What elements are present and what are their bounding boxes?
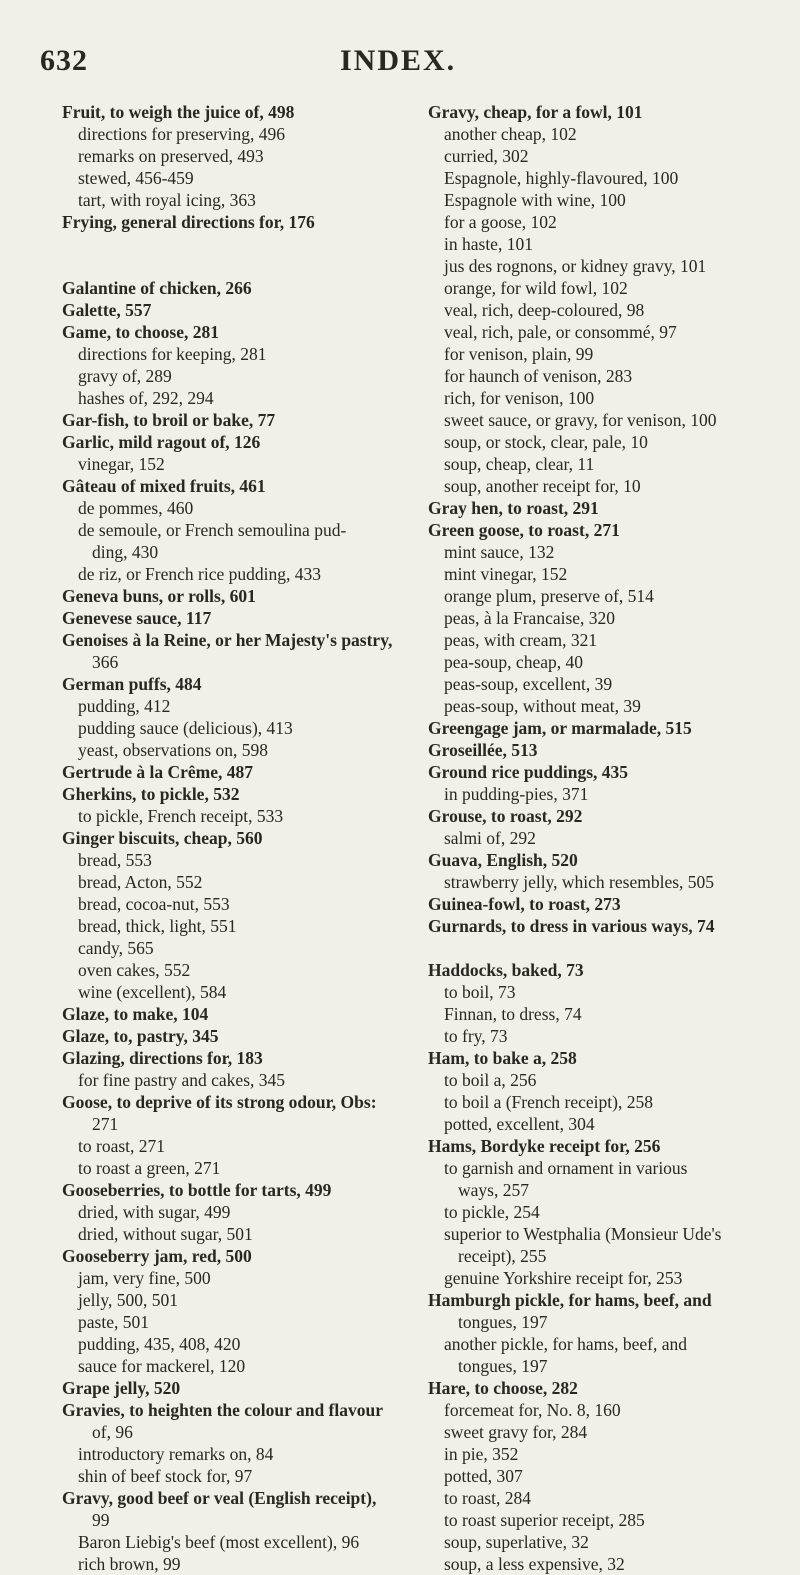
index-subentry: in pudding-pies, 371 — [444, 784, 589, 804]
index-subentry: sweet gravy for, 284 — [444, 1422, 588, 1442]
index-subentry: soup, or stock, clear, pale, 10 — [444, 432, 648, 452]
index-subentry: for a goose, 102 — [444, 212, 557, 232]
index-subentry: pudding sauce (delicious), 413 — [78, 718, 293, 738]
index-column-left — [62, 101, 414, 1575]
index-subentry: tongues, 197 — [458, 1312, 548, 1332]
index-subentry: oven cakes, 552 — [78, 960, 191, 980]
index-entry: Gooseberries, to bottle for tarts, 499 — [62, 1180, 332, 1200]
index-entry: Glaze, to, pastry, 345 — [62, 1026, 219, 1046]
index-subentry: potted, 307 — [444, 1466, 523, 1486]
index-subentry: for haunch of venison, 283 — [444, 366, 633, 386]
index-entry: Galantine of chicken, 266 — [62, 278, 252, 298]
index-subentry: ding, 430 — [92, 542, 159, 562]
index-subentry: to roast a green, 271 — [78, 1158, 221, 1178]
index-subentry: to roast, 284 — [444, 1488, 532, 1508]
index-entry: Gar-fish, to broil or bake, 77 — [62, 410, 276, 430]
index-subentry: soup, a less expensive, 32 — [444, 1554, 625, 1574]
index-entry: Frying, general directions for, 176 — [62, 212, 315, 232]
index-subentry: remarks on preserved, 493 — [78, 146, 264, 166]
index-subentry: de riz, or French rice pudding, 433 — [78, 564, 321, 584]
index-subentry: vinegar, 152 — [78, 454, 165, 474]
index-subentry: gravy of, 289 — [78, 366, 172, 386]
index-subentry: for venison, plain, 99 — [444, 344, 594, 364]
index-subentry: in pie, 352 — [444, 1444, 519, 1464]
index-entry: Ground rice puddings, 435 — [428, 762, 629, 782]
index-subentry: tart, with royal icing, 363 — [78, 190, 256, 210]
index-subentry: to fry, 73 — [444, 1026, 508, 1046]
index-subentry: for fine pastry and cakes, 345 — [78, 1070, 286, 1090]
index-subentry: directions for preserving, 496 — [78, 124, 286, 144]
index-spacer — [62, 255, 414, 277]
index-entry: Guinea-fowl, to roast, 273 — [428, 894, 621, 914]
index-entry: Geneva buns, or rolls, 601 — [62, 586, 256, 606]
index-entry: Hare, to choose, 282 — [428, 1378, 578, 1398]
index-subentry: Espagnole with wine, 100 — [444, 190, 626, 210]
index-subentry: hashes of, 292, 294 — [78, 388, 214, 408]
index-subentry: peas-soup, excellent, 39 — [444, 674, 613, 694]
index-subentry: wine (excellent), 584 — [78, 982, 227, 1002]
index-entry: Gertrude à la Crême, 487 — [62, 762, 253, 782]
index-subentry: ways, 257 — [458, 1180, 529, 1200]
index-entry: Guava, English, 520 — [428, 850, 578, 870]
index-subentry: curried, 302 — [444, 146, 529, 166]
index-subentry: Espagnole, highly-flavoured, 100 — [444, 168, 679, 188]
index-subentry: veal, rich, deep-coloured, 98 — [444, 300, 645, 320]
index-subentry: another pickle, for hams, beef, and — [444, 1334, 687, 1354]
index-column-right — [428, 101, 780, 1575]
index-entry: Goose, to deprive of its strong odour, Obs: — [62, 1092, 377, 1112]
index-subentry: Baron Liebig's beef (most excellent), 96 — [78, 1532, 360, 1552]
index-subentry: introductory remarks on, 84 — [78, 1444, 274, 1464]
index-subentry: to pickle, 254 — [444, 1202, 540, 1222]
index-subentry: stewed, 456-459 — [78, 168, 194, 188]
index-subentry: salmi of, 292 — [444, 828, 536, 848]
index-subentry: jus des rognons, or kidney gravy, 101 — [444, 256, 707, 276]
index-entry: Glazing, directions for, 183 — [62, 1048, 263, 1068]
index-entry: Ginger biscuits, cheap, 560 — [62, 828, 263, 848]
index-spacer — [62, 233, 414, 255]
index-subentry: to roast superior receipt, 285 — [444, 1510, 645, 1530]
index-entry: Gravy, good beef or veal (English receipt), — [62, 1488, 377, 1508]
index-subentry: orange, for wild fowl, 102 — [444, 278, 628, 298]
index-entry: Galette, 557 — [62, 300, 152, 320]
index-subentry: 99 — [92, 1510, 110, 1530]
index-subentry: pea-soup, cheap, 40 — [444, 652, 583, 672]
index-entry: Glaze, to make, 104 — [62, 1004, 209, 1024]
index-subentry: in haste, 101 — [444, 234, 533, 254]
index-subentry: shin of beef stock for, 97 — [78, 1466, 253, 1486]
index-subentry: mint sauce, 132 — [444, 542, 555, 562]
index-subentry: potted, excellent, 304 — [444, 1114, 595, 1134]
index-entry: Hams, Bordyke receipt for, 256 — [428, 1136, 661, 1156]
page-number: 632 — [40, 44, 88, 77]
index-subentry: jam, very fine, 500 — [78, 1268, 211, 1288]
index-subentry: to boil, 73 — [444, 982, 516, 1002]
index-subentry: strawberry jelly, which resembles, 505 — [444, 872, 715, 892]
index-entry: Greengage jam, or marmalade, 515 — [428, 718, 692, 738]
index-subentry: jelly, 500, 501 — [78, 1290, 178, 1310]
index-entry: Garlic, mild ragout of, 126 — [62, 432, 261, 452]
index-subentry: soup, superlative, 32 — [444, 1532, 589, 1552]
index-subentry: to boil a, 256 — [444, 1070, 537, 1090]
index-entry: Genoises à la Reine, or her Majesty's pastry, — [62, 630, 393, 650]
index-subentry: rich brown, 99 — [78, 1554, 181, 1574]
index-entry: Green goose, to roast, 271 — [428, 520, 620, 540]
index-subentry: directions for keeping, 281 — [78, 344, 267, 364]
index-entry: German puffs, 484 — [62, 674, 202, 694]
index-entry: Gâteau of mixed fruits, 461 — [62, 476, 266, 496]
index-subentry: bread, Acton, 552 — [78, 872, 203, 892]
index-entry: Ham, to bake a, 258 — [428, 1048, 577, 1068]
index-subentry: 366 — [92, 652, 119, 672]
index-subentry: orange plum, preserve of, 514 — [444, 586, 654, 606]
index-subentry: sauce for mackerel, 120 — [78, 1356, 246, 1376]
index-entry: Grape jelly, 520 — [62, 1378, 181, 1398]
index-subentry: bread, 553 — [78, 850, 152, 870]
index-subentry: forcemeat for, No. 8, 160 — [444, 1400, 621, 1420]
index-spacer — [428, 937, 780, 959]
index-subentry: bread, cocoa-nut, 553 — [78, 894, 230, 914]
index-entry: Game, to choose, 281 — [62, 322, 219, 342]
index-subentry: tongues, 197 — [458, 1356, 548, 1376]
index-subentry: candy, 565 — [78, 938, 154, 958]
index-entry: Grouse, to roast, 292 — [428, 806, 583, 826]
index-subentry: superior to Westphalia (Monsieur Ude's — [444, 1224, 722, 1244]
index-subentry: peas, à la Francaise, 320 — [444, 608, 616, 628]
index-entry: Gooseberry jam, red, 500 — [62, 1246, 252, 1266]
index-subentry: soup, cheap, clear, 11 — [444, 454, 595, 474]
index-entry: Gherkins, to pickle, 532 — [62, 784, 240, 804]
index-subentry: pudding, 412 — [78, 696, 171, 716]
index-subentry: mint vinegar, 152 — [444, 564, 568, 584]
index-subentry: soup, another receipt for, 10 — [444, 476, 641, 496]
index-subentry: veal, rich, pale, or consommé, 97 — [444, 322, 677, 342]
index-subentry: dried, with sugar, 499 — [78, 1202, 231, 1222]
index-subentry: peas-soup, without meat, 39 — [444, 696, 641, 716]
index-subentry: another cheap, 102 — [444, 124, 577, 144]
index-subentry: receipt), 255 — [458, 1246, 547, 1266]
index-subentry: de pommes, 460 — [78, 498, 194, 518]
index-subentry: paste, 501 — [78, 1312, 149, 1332]
index-entry: Gravies, to heighten the colour and flavour — [62, 1400, 383, 1420]
index-subentry: yeast, observations on, 598 — [78, 740, 269, 760]
index-subentry: bread, thick, light, 551 — [78, 916, 237, 936]
index-subentry: of, 96 — [92, 1422, 133, 1442]
index-subentry: rich, for venison, 100 — [444, 388, 595, 408]
page-title: INDEX. — [340, 44, 457, 77]
index-subentry: to roast, 271 — [78, 1136, 166, 1156]
index-subentry: to pickle, French receipt, 533 — [78, 806, 284, 826]
index-subentry: sweet sauce, or gravy, for venison, 100 — [444, 410, 717, 430]
index-subentry: de semoule, or French semoulina pud- — [78, 520, 347, 540]
index-subentry: to garnish and ornament in various — [444, 1158, 688, 1178]
index-subentry: pudding, 435, 408, 420 — [78, 1334, 241, 1354]
index-entry: Gray hen, to roast, 291 — [428, 498, 599, 518]
index-subentry: 271 — [92, 1114, 119, 1134]
index-entry: Fruit, to weigh the juice of, 498 — [62, 102, 295, 122]
index-entry: Gurnards, to dress in various ways, 74 — [428, 916, 715, 936]
index-entry: Genevese sauce, 117 — [62, 608, 212, 628]
index-subentry: dried, without sugar, 501 — [78, 1224, 253, 1244]
index-entry: Groseillée, 513 — [428, 740, 538, 760]
index-entry: Haddocks, baked, 73 — [428, 960, 584, 980]
index-subentry: Finnan, to dress, 74 — [444, 1004, 582, 1024]
index-entry: Gravy, cheap, for a fowl, 101 — [428, 102, 643, 122]
index-subentry: genuine Yorkshire receipt for, 253 — [444, 1268, 683, 1288]
index-subentry: peas, with cream, 321 — [444, 630, 598, 650]
index-entry: Hamburgh pickle, for hams, beef, and — [428, 1290, 712, 1310]
index-subentry: to boil a (French receipt), 258 — [444, 1092, 653, 1112]
